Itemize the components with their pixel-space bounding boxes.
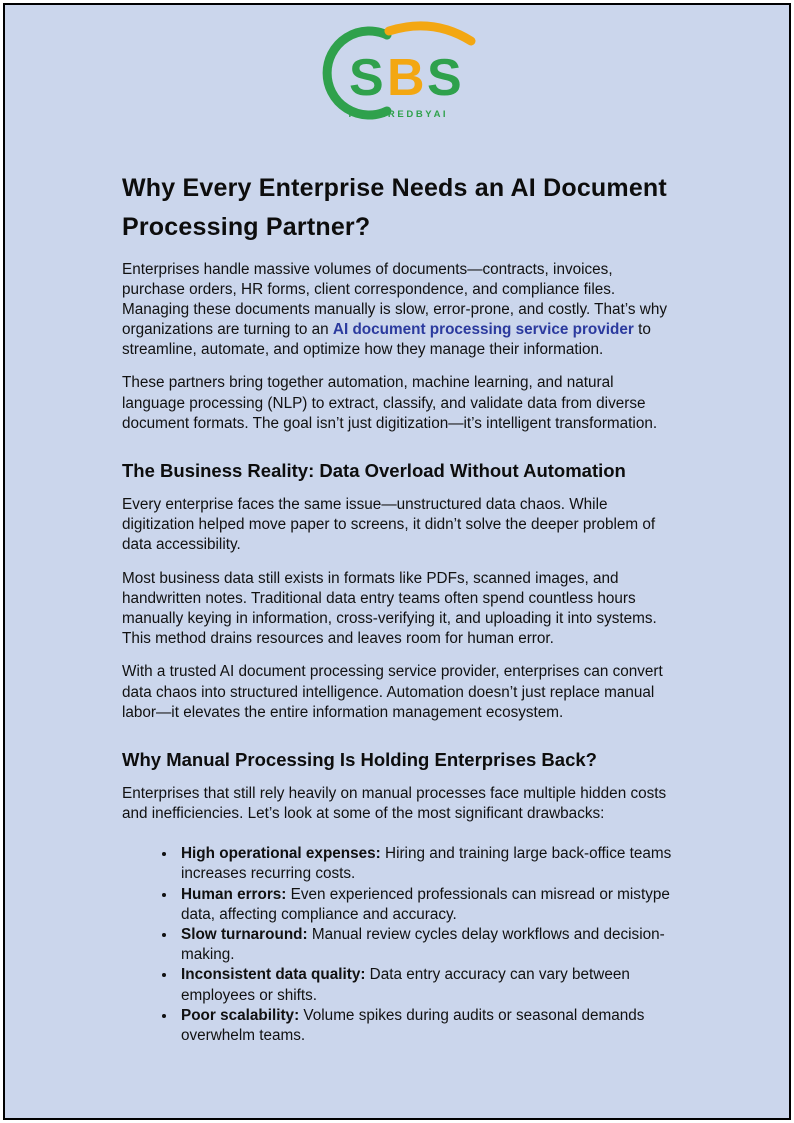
- section-heading-manual-processing: Why Manual Processing Is Holding Enterprises Back?: [122, 748, 597, 770]
- article-title: Why Every Enterprise Needs an AI Document Processing Partner?: [122, 174, 667, 241]
- list-item-lead: High operational expenses:: [181, 845, 381, 863]
- logo-orange-swoosh-icon: [389, 26, 471, 41]
- article-content: [5, 169, 789, 1046]
- list-item-lead: Inconsistent data quality:: [181, 966, 366, 984]
- sbs-logo: [287, 19, 507, 131]
- intro-paragraph-2: These partners bring together automation, machine learning, and natural language processing (NLP) to extract, classify, and validate data from diverse document formats. The goal isn’t just digitization—it’s intelligent transformation.: [122, 374, 658, 432]
- list-item: [177, 885, 672, 925]
- list-item-text: Manual review cycles delay workflows and decision-making.: [181, 926, 665, 964]
- list-item: [177, 925, 672, 965]
- logo-letter-s2: S: [427, 49, 462, 107]
- intro-paragraph-1: [122, 260, 672, 361]
- list-item-text: Hiring and training large back-office teams increases recurring costs.: [181, 845, 672, 883]
- list-item: [177, 844, 672, 884]
- paragraph-text: Enterprises handle massive volumes of documents—contracts, invoices, purchase orders, HR forms, client correspondence, and compliance files. Managing these documents manually is slow, error-prone, and costly. That’s why organizations are turning to an: [122, 260, 668, 339]
- logo-letter-b: B: [387, 49, 425, 107]
- business-paragraph-2: Most business data still exists in formats like PDFs, scanned images, and handwritten notes. Traditional data entry teams often spend countless hours manually keying in information, cross-verifying it, and uploading it into systems. This method drains resources and leaves room for human error.: [122, 569, 657, 648]
- ai-document-processing-link[interactable]: AI document processing service provider: [332, 321, 634, 339]
- list-item-lead: Human errors:: [181, 885, 287, 903]
- list-item: [177, 1006, 672, 1046]
- list-item-text: Even experienced professionals can misread or mistype data, affecting compliance and accuracy.: [181, 885, 670, 923]
- business-paragraph-1: Every enterprise faces the same issue—unstructured data chaos. While digitization helped move paper to screens, it didn’t solve the deeper problem of data accessibility.: [122, 496, 656, 554]
- list-item: [177, 965, 672, 1005]
- document-page: [3, 3, 791, 1120]
- paragraph-text: to streamline, automate, and optimize how they manage their information.: [122, 321, 651, 359]
- logo-tagline: P O W E R E D B Y A I: [348, 109, 446, 120]
- logo-letter-s1: S: [349, 49, 384, 107]
- drawbacks-list: [122, 844, 672, 1046]
- list-item-text: Data entry accuracy can vary between employees or shifts.: [181, 966, 630, 1004]
- list-item-lead: Slow turnaround:: [181, 926, 308, 943]
- section-heading-business-reality: The Business Reality: Data Overload Without Automation: [122, 460, 626, 481]
- logo-container: [5, 5, 789, 131]
- manual-paragraph-intro: Enterprises that still rely heavily on manual processes face multiple hidden costs and inefficiencies. Let’s look at some of the most significant drawbacks:: [122, 784, 667, 823]
- list-item-lead: Poor scalability:: [181, 1006, 300, 1024]
- list-item-text: Volume spikes during audits or seasonal demands overwhelm teams.: [181, 1006, 645, 1044]
- business-paragraph-3: With a trusted AI document processing service provider, enterprises can convert data chaos into structured intelligence. Automation doesn’t just replace manual labor—it elevates the entire information management ecosystem.: [122, 663, 663, 721]
